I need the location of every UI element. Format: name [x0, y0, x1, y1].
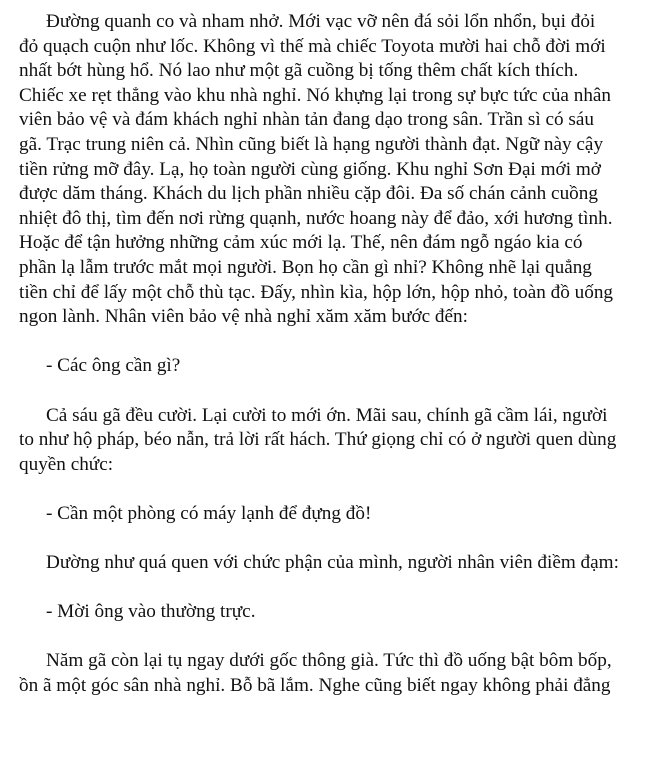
text-line: được dăm tháng. Khách du lịch phần nhiều cặp đôi. Đa số chán cảnh cuồng	[19, 183, 598, 205]
paragraph-3	[19, 551, 641, 576]
text-line: Cả sáu gã đều cười. Lại cười to mới ớn. Mãi sau, chính gã cầm lái, người	[46, 404, 608, 426]
text-line: - Mời ông vào thường trực.	[46, 601, 256, 623]
text-line: ngon lành. Nhân viên bảo vệ nhà nghỉ xăm xăm bước đến:	[19, 306, 468, 328]
text-line: phần lạ lẫm trước mắt mọi người. Bọn họ cần gì nhỉ? Không nhẽ lại quẳng	[19, 256, 592, 278]
paragraph-2	[19, 404, 641, 478]
text-line: to như hộ pháp, béo nẫn, trả lời rất hách. Thứ giọng chỉ có ở người quen dùng	[19, 429, 617, 451]
text-line: Năm gã còn lại tụ ngay dưới gốc thông già. Tức thì đồ uống bật bôm bốp,	[46, 650, 612, 672]
text-line: Dường như quá quen với chức phận của mình, người nhân viên điềm đạm:	[46, 552, 619, 574]
text-line: gã. Trạc trung niên cả. Nhìn cũng biết là hạng người thành đạt. Ngữ này cậy	[19, 133, 604, 155]
dialogue-line-3	[19, 600, 641, 625]
text-line: Đường quanh co và nham nhở. Mới vạc vỡ nên đá sỏi lổn nhổn, bụi đỏi	[46, 11, 596, 32]
text-line: nhất bớt hùng hổ. Nó lao như một gã cuồng bị tống thêm chất kích thích.	[19, 60, 579, 82]
document-page	[19, 10, 641, 723]
text-line: nhiệt đô thị, tìm đến nơi rừng quạnh, nước hoang này để đảo, xới hương tình.	[19, 207, 613, 229]
paragraph-1	[19, 10, 641, 330]
paragraph-4	[19, 649, 641, 698]
text-line: quyền chức:	[19, 453, 114, 475]
text-line: Hoặc để tận hưởng những cảm xúc mới lạ. Thế, nên đám ngỗ ngáo kia có	[19, 232, 583, 254]
text-line: - Cần một phòng có máy lạnh để đựng đồ!	[46, 502, 372, 524]
text-line: tiền rửng mỡ đây. Lạ, họ toàn người cùng giống. Khu nghỉ Sơn Đại mới mở	[19, 158, 601, 180]
dialogue-line-1	[19, 354, 641, 379]
text-line: - Các ông cần gì?	[46, 355, 181, 377]
text-line: ồn ã một góc sân nhà nghỉ. Bỗ bã lắm. Nghe cũng biết ngay không phải đẳng	[19, 675, 611, 697]
dialogue-line-2	[19, 502, 641, 527]
text-line: Chiếc xe rẹt thẳng vào khu nhà nghỉ. Nó khựng lại trong sự bực tức của nhân	[19, 84, 612, 106]
text-line: viên bảo vệ và đám khách nghỉ nhàn tản đang dạo trong sân. Trần sì có sáu	[19, 109, 594, 131]
text-line: đỏ quạch cuộn như lốc. Không vì thế mà chiếc Toyota mười hai chỗ đời mới	[19, 35, 606, 57]
text-line: tiền chỉ để lấy một chỗ thù tạc. Đấy, nhìn kìa, hộp lớn, hộp nhỏ, toàn đồ uống	[19, 281, 614, 303]
